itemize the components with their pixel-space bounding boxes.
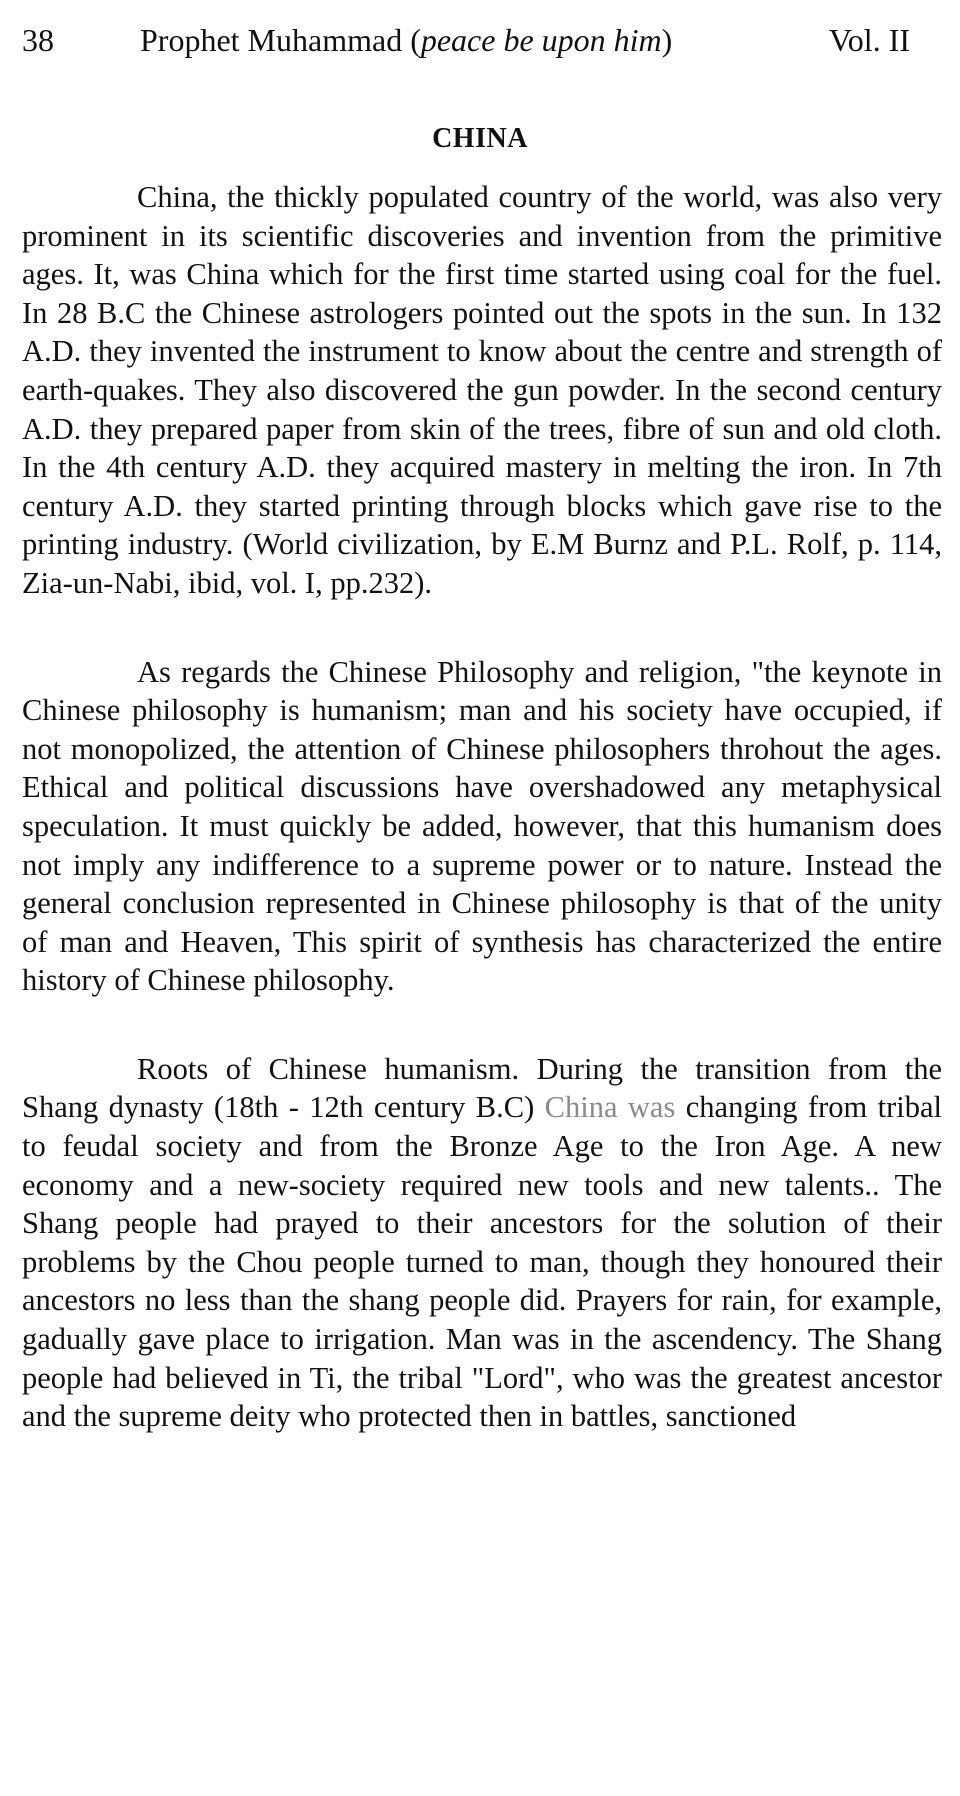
paragraph-3-faint-text: China was xyxy=(544,1090,676,1125)
book-title xyxy=(140,18,672,62)
paragraph-3-start: Roots of Chinese humanism. During the transition from the Shang dynasty (18th - 12th century B.C) xyxy=(22,1051,942,1125)
volume-label: Vol. II xyxy=(828,22,910,58)
book-title-main: Prophet Muhammad xyxy=(140,22,403,58)
running-header xyxy=(22,18,910,62)
paragraph-1: China, the thickly populated country of the world, was also very prominent in its scientific discoveries and invention from the primitive ages. It, was China which for the first time started using coal for the fuel. In 28 B.C the Chinese astrologers pointed out the spots in the sun. In 132 A.D. they invented the instrument to know about the centre and strength of earth-quakes. They also discovered the gun powder. In the second century A.D. they prepared paper from skin of the trees, fibre of sun and old cloth. In the 4th century A.D. they acquired mastery in melting the iron. In 7th century A.D. they started printing through blocks which gave rise to the printing industry. (World civilization, by E.M Burnz and P.L. Rolf, p. 114, Zia-un-Nabi, ibid, vol. I, pp.232). xyxy=(22,180,942,600)
book-title-paren-open: ( xyxy=(402,22,421,58)
paragraph-3-rest: changing from tribal to feudal society and from the Bronze Age to the Iron Age. A new economy and a new-society required new tools and new talents.. The Shang people had prayed to their ancestors for the solution of their problems by the Chou people turned to man, though they honoured their ancestors no less than the shang people did. Prayers for rain, for example, gadually gave place to irrigation. Man was in the ascendency. The Shang people had believed in Ti, the tribal "Lord", who was the greatest ancestor and the supreme deity who protected then in battles, sanctioned xyxy=(22,1090,943,1434)
body-text xyxy=(22,178,942,1436)
page-number: 38 xyxy=(22,22,54,58)
book-title-paren-close: ) xyxy=(661,22,673,58)
paragraph-2: As regards the Chinese Philosophy and religion, "the keynote in Chinese philosophy is humanism; man and his society have occupied, if not monopolized, the attention of Chinese philosophers throhout the ages. Ethical and political discussions have overshadowed any metaphysical speculation. It must quickly be added, however, that this humanism does not imply any indifference to a supreme power or to nature. Instead the general conclusion represented in Chinese philosophy is that of the unity of man and Heaven, This spirit of synthesis has characterized the entire history of Chinese philosophy. xyxy=(22,654,942,998)
chapter-title: CHINA xyxy=(432,122,528,154)
book-title-honorific: peace be upon him xyxy=(420,22,662,58)
paragraph-3 xyxy=(22,1050,942,1436)
